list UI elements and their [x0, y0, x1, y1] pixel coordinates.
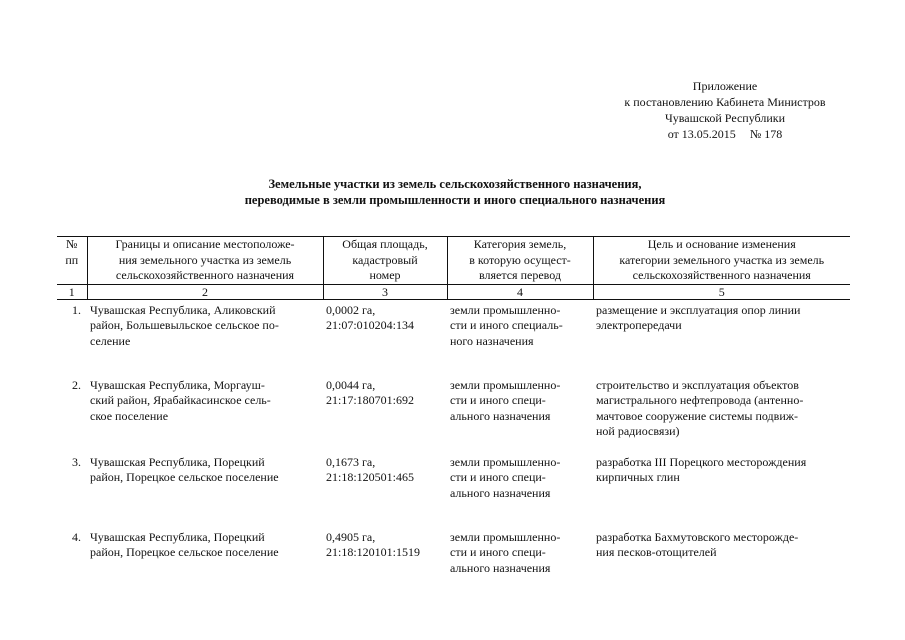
header-row — [57, 237, 850, 285]
row-area: 0,0002 га, 21:07:010204:134 — [326, 302, 415, 332]
table-row — [57, 299, 850, 375]
row-location: Чувашская Республика, Порецкий район, Порецкое сельское поселение — [90, 454, 279, 484]
column-number: 5 — [593, 284, 850, 299]
column-number-row — [57, 284, 850, 299]
header-category: Категория земель, в которую осущест- вляется перевод — [447, 237, 593, 285]
column-number: 1 — [57, 284, 87, 299]
row-location: Чувашская Республика, Порецкий район, Порецкое сельское поселение — [90, 529, 279, 559]
row-number: 2. — [72, 377, 81, 392]
row-number: 1. — [72, 302, 81, 317]
row-category: земли промышленно- сти и иного специ- ального назначения — [450, 454, 561, 500]
row-area: 0,0044 га, 21:17:180701:692 — [326, 377, 415, 407]
row-category: земли промышленно- сти и иного специ- ального назначения — [450, 529, 561, 575]
row-category: земли промышленно- сти и иного специ- ального назначения — [450, 377, 561, 423]
table-row — [57, 452, 850, 527]
appendix-date: от 13.05.2015 — [667, 127, 736, 141]
row-purpose: строительство и эксплуатация объектов магистрального нефтепровода (антенно- мачтовое сооружение системы подвиж- ной радиосвязи) — [596, 377, 804, 438]
table-row — [57, 375, 850, 452]
land-plots-table — [57, 236, 850, 602]
appendix-republic: Чувашской Республики — [664, 111, 786, 125]
row-category: земли промышленно- сти и иного специаль- ного назначения — [450, 302, 563, 348]
row-area: 0,1673 га, 21:18:120501:465 — [326, 454, 415, 484]
appendix-number: № 178 — [749, 127, 783, 141]
row-number: 4. — [72, 529, 81, 544]
header-location: Границы и описание местоположе- ния земельного участка из земель сельскохозяйственного назначения — [87, 237, 323, 285]
header-area: Общая площадь, кадастровый номер — [323, 237, 447, 285]
row-purpose: размещение и эксплуатация опор линии электропередачи — [596, 302, 801, 332]
row-purpose: разработка III Порецкого месторождения кирпичных глин — [596, 454, 807, 484]
header-number: № пп — [57, 237, 87, 285]
appendix-label: Приложение — [692, 79, 758, 93]
appendix-block — [590, 78, 860, 142]
table-row — [57, 527, 850, 602]
row-purpose: разработка Бахмутовского месторожде- ния песков-отощителей — [596, 529, 799, 559]
column-number: 4 — [447, 284, 593, 299]
appendix-date-line — [590, 126, 860, 142]
document-title — [150, 176, 760, 208]
table-header — [57, 237, 850, 300]
title-line-2: переводимые в земли промышленности и иного специального назначения — [244, 193, 666, 207]
row-location: Чувашская Республика, Моргауш- ский район, Ярабайкасинское сель- ское поселение — [90, 377, 271, 423]
column-number: 3 — [323, 284, 447, 299]
appendix-resolution: к постановлению Кабинета Министров — [624, 95, 826, 109]
row-location: Чувашская Республика, Аликовский район, Большевыльское сельское по- селение — [90, 302, 279, 348]
row-number: 3. — [72, 454, 81, 469]
header-purpose: Цель и основание изменения категории земельного участка из земель сельскохозяйственного назначения — [593, 237, 850, 285]
row-area: 0,4905 га, 21:18:120101:1519 — [326, 529, 421, 559]
title-line-1: Земельные участки из земель сельскохозяйственного назначения, — [268, 177, 642, 191]
column-number: 2 — [87, 284, 323, 299]
